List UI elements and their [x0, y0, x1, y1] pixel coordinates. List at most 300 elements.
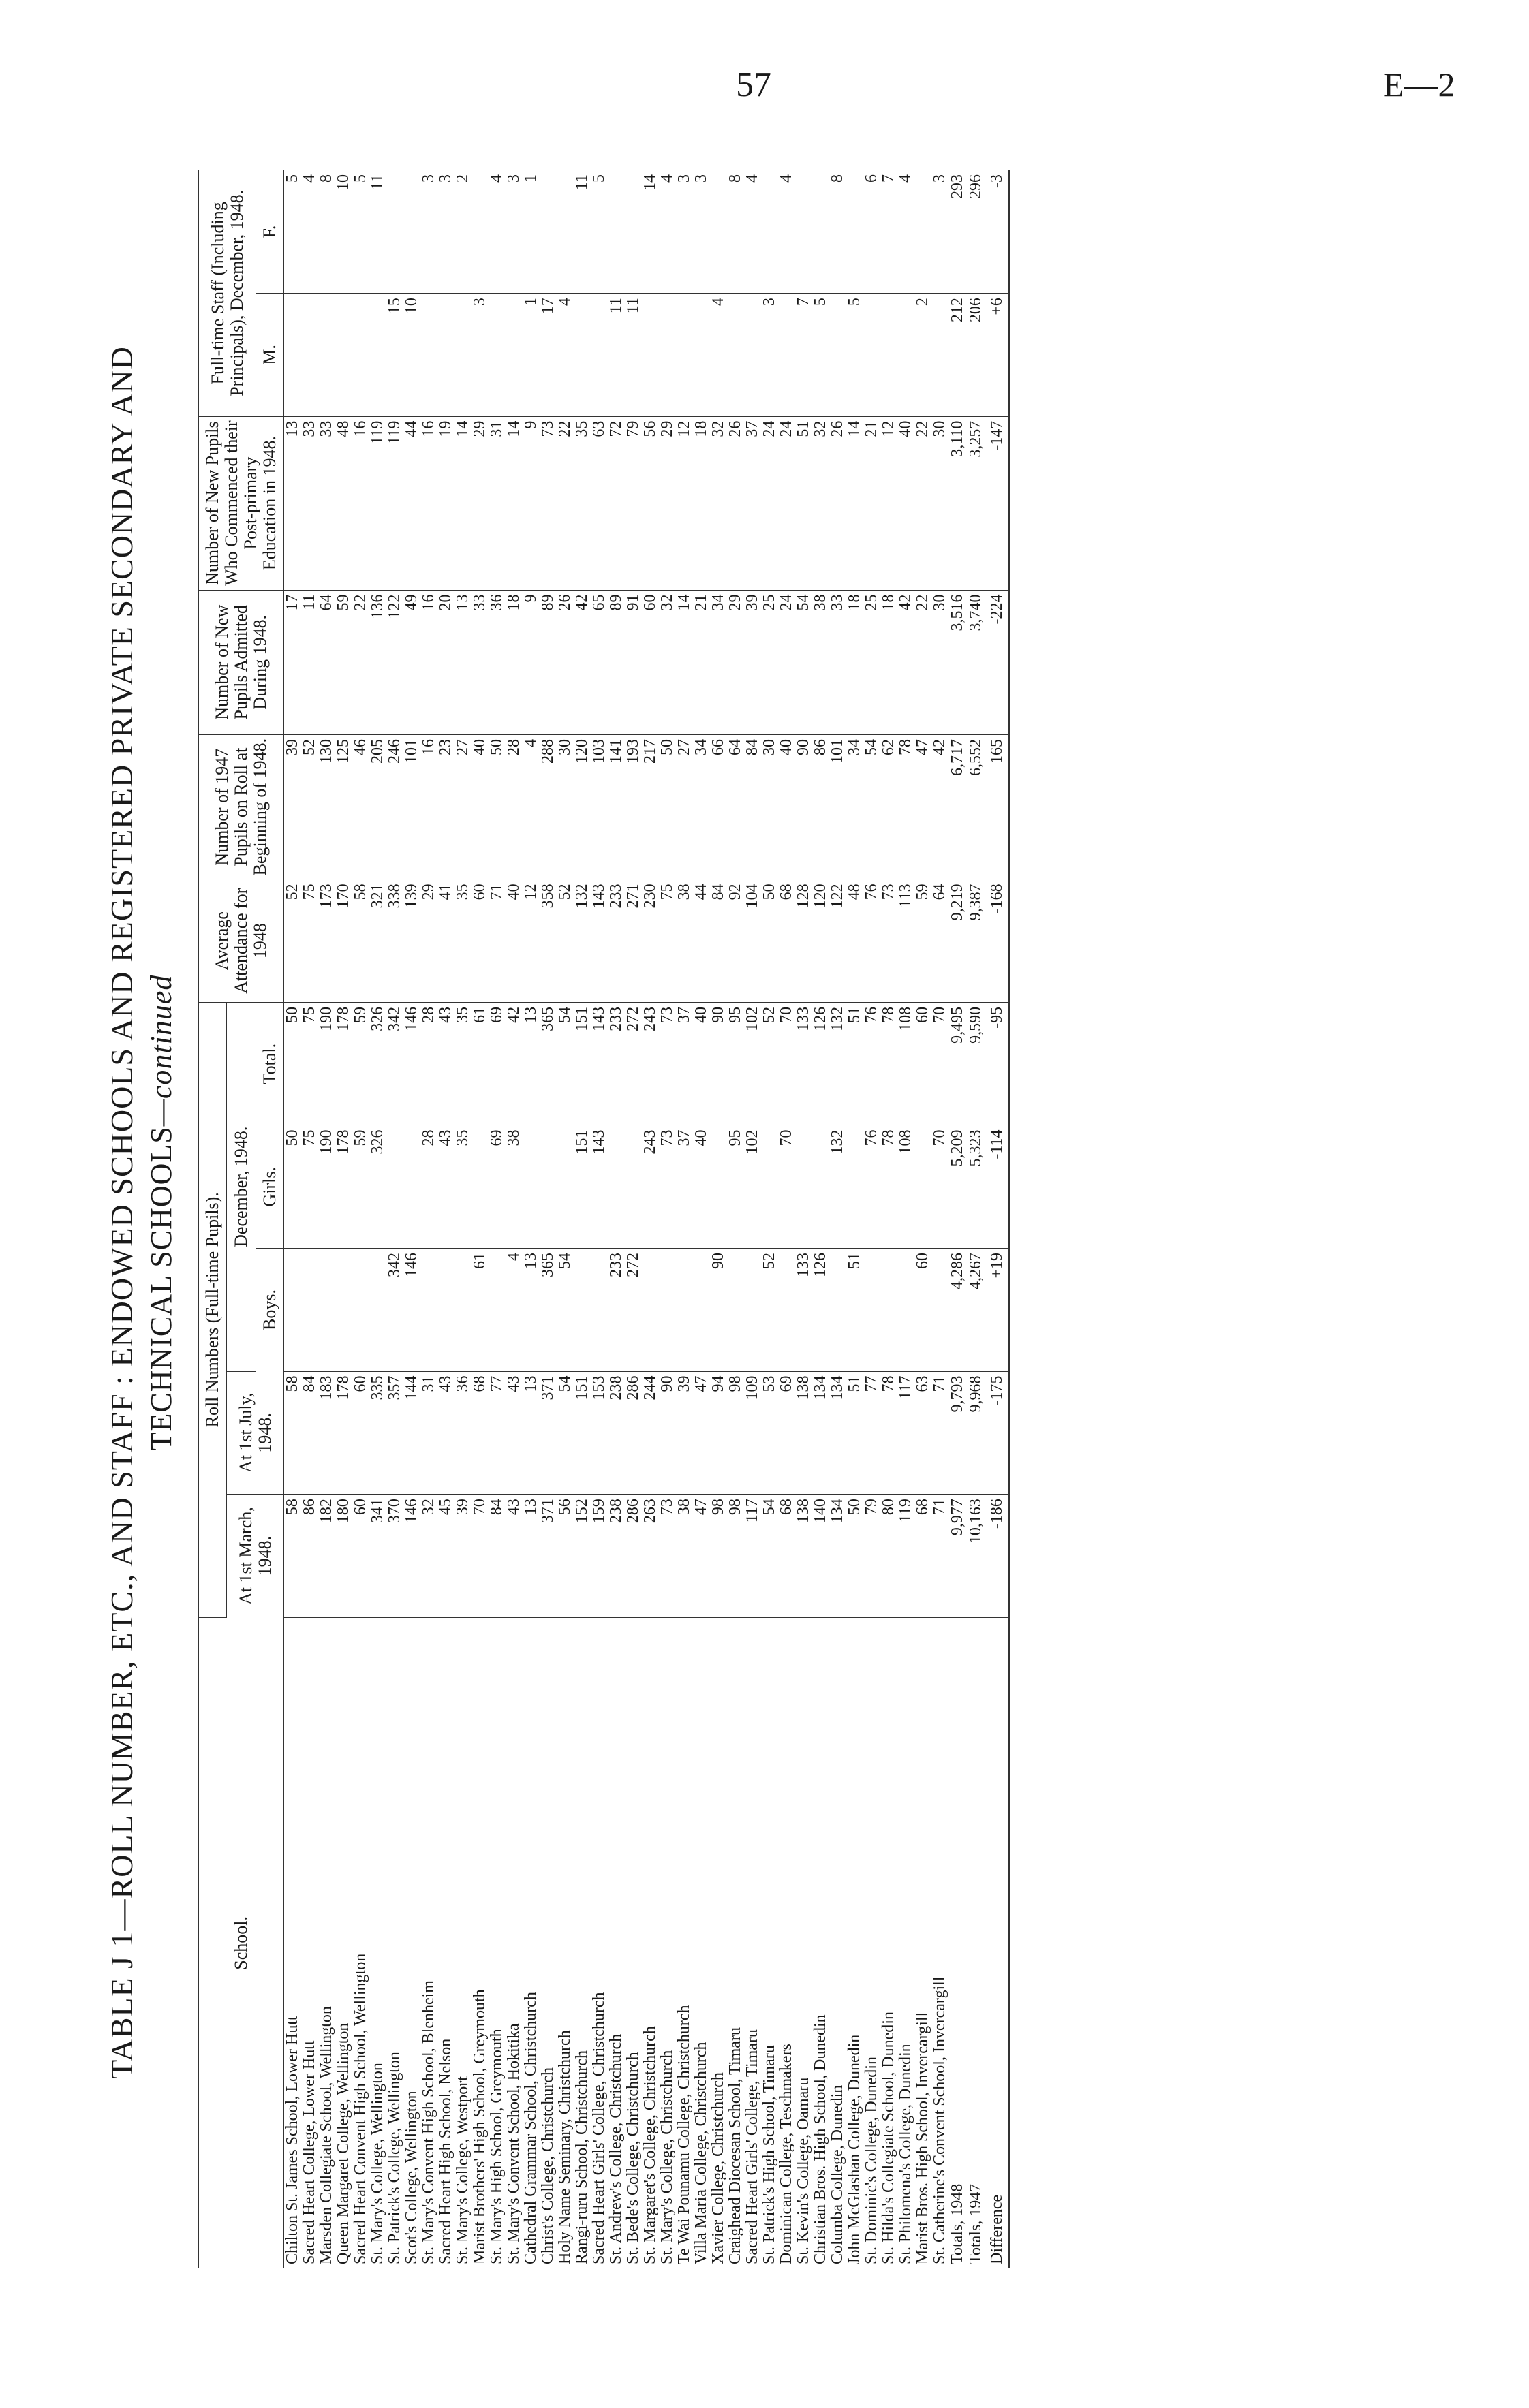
cell-july: 69 — [778, 1371, 795, 1495]
cell-girls: 95 — [727, 1125, 744, 1249]
cell-july: 94 — [710, 1371, 727, 1495]
cell-avg: 233 — [608, 879, 625, 1003]
cell-f: 4 — [897, 170, 914, 294]
cell-f: 8 — [727, 170, 744, 294]
table-row — [506, 170, 523, 2268]
cell-avg: 60 — [472, 879, 489, 1003]
cell-total: 9,590 — [967, 1002, 985, 1125]
cell-school: St. Hilda's Collegiate School, Dunedin — [880, 2012, 897, 2264]
cell-july: 63 — [914, 1371, 931, 1495]
cell-march: 182 — [318, 1495, 335, 1618]
cell-total: 28 — [420, 1002, 437, 1125]
cell-f: 4 — [659, 170, 676, 294]
cell-july: 51 — [846, 1371, 863, 1495]
cell-commenced: -147 — [985, 416, 1009, 590]
cell-march: 47 — [693, 1495, 710, 1618]
cell-total: 9,495 — [948, 1002, 967, 1125]
cell-p1947: 28 — [506, 734, 523, 879]
cell-total: 143 — [591, 1002, 608, 1125]
cell-school: Christ's College, Christchurch — [539, 2067, 557, 2264]
cell-total: 243 — [642, 1002, 659, 1125]
cell-commenced: 18 — [693, 416, 710, 590]
cell-girls: 5,209 — [948, 1125, 967, 1249]
cell-commenced: 35 — [574, 416, 591, 590]
cell-avg: 230 — [642, 879, 659, 1003]
cell-p1947: 52 — [301, 734, 318, 879]
cell-commenced: 22 — [914, 416, 931, 590]
cell-boys: 342 — [386, 1249, 403, 1372]
cell-avg: 41 — [437, 879, 454, 1003]
cell-f: 4 — [489, 170, 506, 294]
cell-avg: 338 — [386, 879, 403, 1003]
cell-p1947: 125 — [335, 734, 352, 879]
cell-avg: 143 — [591, 879, 608, 1003]
cell-commenced: 19 — [437, 416, 454, 590]
cell-m — [778, 294, 795, 417]
header-staff: Full-time Staff (Including Principals), December, 1948. — [198, 170, 256, 416]
cell-school: St. Patrick's College, Wellington — [386, 2052, 403, 2264]
cell-p1947: 34 — [693, 734, 710, 879]
cell-commenced: 13 — [284, 416, 302, 590]
cell-march: 140 — [812, 1495, 829, 1618]
cell-school: Te Wai Pounamu College, Christchurch — [675, 2005, 693, 2264]
table-row — [914, 170, 931, 2268]
cell-admitted: 18 — [846, 590, 863, 734]
page-number: 57 — [736, 65, 771, 104]
cell-admitted: 89 — [608, 590, 625, 734]
cell-total: 42 — [506, 1002, 523, 1125]
cell-f — [403, 170, 420, 294]
cell-march: 286 — [625, 1495, 642, 1618]
table-body — [284, 170, 1010, 2268]
cell-total: 40 — [693, 1002, 710, 1125]
cell-admitted: 30 — [931, 590, 948, 734]
cell-commenced: 32 — [812, 416, 829, 590]
table-row — [489, 170, 506, 2268]
cell-p1947: 62 — [880, 734, 897, 879]
table-row — [472, 170, 489, 2268]
cell-girls — [846, 1125, 863, 1249]
cell-girls: 78 — [880, 1125, 897, 1249]
table-row — [301, 170, 318, 2268]
cell-avg: 44 — [693, 879, 710, 1003]
header-girls: Girls. — [256, 1125, 284, 1249]
cell-admitted: 36 — [489, 590, 506, 734]
cell-commenced: 12 — [676, 416, 693, 590]
cell-m — [744, 294, 761, 417]
cell-p1947: 30 — [761, 734, 778, 879]
cell-admitted: 42 — [897, 590, 914, 734]
cell-july: 47 — [693, 1371, 710, 1495]
cell-girls: 37 — [676, 1125, 693, 1249]
cell-p1947: 39 — [284, 734, 302, 879]
cell-m: 3 — [761, 294, 778, 417]
cell-m — [489, 294, 506, 417]
cell-p1947: 130 — [318, 734, 335, 879]
cell-boys — [931, 1249, 948, 1372]
cell-admitted: 89 — [540, 590, 557, 734]
cell-march: 370 — [386, 1495, 403, 1618]
cell-march: 32 — [420, 1495, 437, 1618]
table-row — [591, 170, 608, 2268]
cell-july: 117 — [897, 1371, 914, 1495]
cell-girls — [557, 1125, 574, 1249]
cell-july: 39 — [676, 1371, 693, 1495]
cell-avg: 104 — [744, 879, 761, 1003]
cell-march: 58 — [284, 1495, 302, 1618]
page-reference: E—2 — [1383, 65, 1455, 104]
cell-boys: 51 — [846, 1249, 863, 1372]
cell-p1947: 246 — [386, 734, 403, 879]
cell-july: 84 — [301, 1371, 318, 1495]
cell-boys — [591, 1249, 608, 1372]
cell-f: 3 — [676, 170, 693, 294]
header-staff-m: M. — [256, 294, 284, 417]
subtitle-continued: —continued — [144, 974, 178, 1127]
header-school: School. — [198, 1617, 284, 2268]
cell-boys — [352, 1249, 369, 1372]
cell-p1947: 64 — [727, 734, 744, 879]
cell-total: 70 — [931, 1002, 948, 1125]
cell-p1947: 66 — [710, 734, 727, 879]
cell-commenced: 16 — [352, 416, 369, 590]
cell-admitted: 122 — [386, 590, 403, 734]
cell-march: 180 — [335, 1495, 352, 1618]
cell-school: St. Margaret's College, Christchurch — [641, 2026, 659, 2264]
cell-total: 51 — [846, 1002, 863, 1125]
cell-total: 178 — [335, 1002, 352, 1125]
cell-m — [318, 294, 335, 417]
cell-boys — [744, 1249, 761, 1372]
cell-m — [506, 294, 523, 417]
cell-boys — [880, 1249, 897, 1372]
cell-total: 35 — [454, 1002, 472, 1125]
table-row — [608, 170, 625, 2268]
cell-july: 77 — [489, 1371, 506, 1495]
cell-july: 134 — [812, 1371, 829, 1495]
cell-girls: 75 — [301, 1125, 318, 1249]
cell-p1947: 27 — [676, 734, 693, 879]
cell-total: 108 — [897, 1002, 914, 1125]
cell-m: 7 — [795, 294, 812, 417]
cell-avg: 84 — [710, 879, 727, 1003]
cell-avg: 48 — [846, 879, 863, 1003]
cell-girls: 59 — [352, 1125, 369, 1249]
cell-f: 8 — [829, 170, 846, 294]
table-row — [523, 170, 540, 2268]
cell-girls — [403, 1125, 420, 1249]
cell-march: 86 — [301, 1495, 318, 1618]
cell-avg: 58 — [352, 879, 369, 1003]
cell-m: 212 — [948, 294, 967, 417]
cell-boys: 13 — [523, 1249, 540, 1372]
cell-school: Holy Name Seminary, Christchurch — [556, 2030, 574, 2264]
table-row — [642, 170, 659, 2268]
cell-m: 206 — [967, 294, 985, 417]
cell-avg: 75 — [301, 879, 318, 1003]
cell-f — [914, 170, 931, 294]
table-row — [335, 170, 352, 2268]
cell-total: 54 — [557, 1002, 574, 1125]
cell-girls: 70 — [931, 1125, 948, 1249]
cell-total: 342 — [386, 1002, 403, 1125]
cell-girls: 70 — [778, 1125, 795, 1249]
cell-july: 153 — [591, 1371, 608, 1495]
cell-girls: 243 — [642, 1125, 659, 1249]
cell-march: 98 — [727, 1495, 744, 1618]
cell-p1947: 34 — [846, 734, 863, 879]
cell-m — [301, 294, 318, 417]
cell-girls: 178 — [335, 1125, 352, 1249]
cell-m: 4 — [557, 294, 574, 417]
cell-admitted: 13 — [454, 590, 472, 734]
cell-total: 61 — [472, 1002, 489, 1125]
cell-school: St. Bede's College, Christchurch — [624, 2052, 642, 2264]
cell-m — [863, 294, 880, 417]
cell-march: 263 — [642, 1495, 659, 1618]
cell-july: 357 — [386, 1371, 403, 1495]
cell-avg: -168 — [985, 879, 1009, 1003]
table-row — [880, 170, 897, 2268]
cell-m — [591, 294, 608, 417]
cell-avg: 76 — [863, 879, 880, 1003]
cell-avg: 173 — [318, 879, 335, 1003]
cell-commenced: 37 — [744, 416, 761, 590]
cell-p1947: 47 — [914, 734, 931, 879]
cell-boys: 272 — [625, 1249, 642, 1372]
table-row — [761, 170, 778, 2268]
cell-girls — [625, 1125, 642, 1249]
header-december: December, 1948. — [227, 1002, 256, 1371]
cell-m — [727, 294, 744, 417]
cell-p1947: 40 — [472, 734, 489, 879]
cell-total: 69 — [489, 1002, 506, 1125]
cell-avg: 120 — [812, 879, 829, 1003]
cell-march: 43 — [506, 1495, 523, 1618]
cell-admitted: 3,740 — [967, 590, 985, 734]
table-row — [625, 170, 642, 2268]
cell-commenced: 32 — [710, 416, 727, 590]
cell-f: 5 — [591, 170, 608, 294]
cell-commenced: 63 — [591, 416, 608, 590]
cell-f: 7 — [880, 170, 897, 294]
cell-commenced: 48 — [335, 416, 352, 590]
table-row — [659, 170, 676, 2268]
cell-total: 272 — [625, 1002, 642, 1125]
cell-school: St. Mary's Convent School, Hokitika — [505, 2023, 523, 2264]
cell-total: 59 — [352, 1002, 369, 1125]
cell-f: 14 — [642, 170, 659, 294]
cell-march: 134 — [829, 1495, 846, 1618]
cell-july: 371 — [540, 1371, 557, 1495]
cell-commenced: 72 — [608, 416, 625, 590]
cell-f: 10 — [335, 170, 352, 294]
cell-m: 11 — [608, 294, 625, 417]
cell-boys: 146 — [403, 1249, 420, 1372]
cell-boys: 233 — [608, 1249, 625, 1372]
cell-march: 341 — [369, 1495, 386, 1618]
cell-total: 13 — [523, 1002, 540, 1125]
cell-girls — [812, 1125, 829, 1249]
cell-girls: 28 — [420, 1125, 437, 1249]
cell-f: 11 — [369, 170, 386, 294]
cell-f — [625, 170, 642, 294]
header-new-admitted: Number of New Pupils Admitted During 1948. — [198, 590, 284, 734]
cell-march: 238 — [608, 1495, 625, 1618]
cell-commenced: 119 — [369, 416, 386, 590]
cell-p1947: 217 — [642, 734, 659, 879]
cell-avg: 38 — [676, 879, 693, 1003]
cell-march: 60 — [352, 1495, 369, 1618]
cell-avg: 113 — [897, 879, 914, 1003]
cell-m — [931, 294, 948, 417]
cell-july: 183 — [318, 1371, 335, 1495]
cell-f — [846, 170, 863, 294]
cell-m: 17 — [540, 294, 557, 417]
cell-march: 38 — [676, 1495, 693, 1618]
cell-boys: 126 — [812, 1249, 829, 1372]
cell-commenced: 9 — [523, 416, 540, 590]
cell-boys — [778, 1249, 795, 1372]
cell-girls — [795, 1125, 812, 1249]
table-row — [403, 170, 420, 2268]
cell-admitted: 54 — [795, 590, 812, 734]
cell-girls: 108 — [897, 1125, 914, 1249]
cell-admitted: 25 — [863, 590, 880, 734]
cell-school: Chilton St. James School, Lower Hutt — [283, 2016, 301, 2264]
cell-admitted: 91 — [625, 590, 642, 734]
cell-commenced: 73 — [540, 416, 557, 590]
cell-school: Dominican College, Teschmakers — [777, 2044, 795, 2264]
roll-number-table — [198, 170, 1010, 2268]
header-boys: Boys. — [256, 1249, 284, 1372]
cell-girls: -114 — [985, 1125, 1009, 1249]
cell-july: 98 — [727, 1371, 744, 1495]
cell-p1947: 54 — [863, 734, 880, 879]
cell-girls: 102 — [744, 1125, 761, 1249]
cell-avg: 52 — [284, 879, 302, 1003]
cell-f: 3 — [693, 170, 710, 294]
cell-f: 3 — [506, 170, 523, 294]
cell-admitted: 22 — [914, 590, 931, 734]
cell-march: 80 — [880, 1495, 897, 1618]
cell-girls — [914, 1125, 931, 1249]
cell-boys: 54 — [557, 1249, 574, 1372]
cell-admitted: 29 — [727, 590, 744, 734]
cell-boys — [659, 1249, 676, 1372]
cell-school: St. Mary's Convent High School, Blenheim — [420, 1980, 437, 2264]
cell-girls: 35 — [454, 1125, 472, 1249]
cell-total: 75 — [301, 1002, 318, 1125]
cell-admitted: 11 — [301, 590, 318, 734]
cell-admitted: 17 — [284, 590, 302, 734]
cell-girls: 76 — [863, 1125, 880, 1249]
cell-july: 9,793 — [948, 1371, 967, 1495]
cell-school: St. Andrew's College, Christchurch — [607, 2033, 625, 2264]
cell-avg: 68 — [778, 879, 795, 1003]
table-row — [540, 170, 557, 2268]
table-row — [931, 170, 948, 2268]
cell-boys: 4 — [506, 1249, 523, 1372]
cell-m: 1 — [523, 294, 540, 417]
cell-girls: 69 — [489, 1125, 506, 1249]
cell-total: 132 — [829, 1002, 846, 1125]
cell-commenced: 30 — [931, 416, 948, 590]
cell-p1947: 165 — [985, 734, 1009, 879]
cell-admitted: 22 — [352, 590, 369, 734]
cell-admitted: 16 — [420, 590, 437, 734]
cell-march: 98 — [710, 1495, 727, 1618]
cell-boys — [489, 1249, 506, 1372]
cell-school: St. Patrick's High School, Timaru — [760, 2045, 778, 2264]
cell-p1947: 101 — [403, 734, 420, 879]
cell-july: 138 — [795, 1371, 812, 1495]
cell-avg: 50 — [761, 879, 778, 1003]
cell-commenced: 31 — [489, 416, 506, 590]
cell-commenced: 44 — [403, 416, 420, 590]
cell-july: 54 — [557, 1371, 574, 1495]
cell-f: 11 — [574, 170, 591, 294]
cell-m — [659, 294, 676, 417]
cell-m: 3 — [472, 294, 489, 417]
cell-girls — [523, 1125, 540, 1249]
cell-avg: 128 — [795, 879, 812, 1003]
cell-f: 5 — [284, 170, 302, 294]
cell-avg: 170 — [335, 879, 352, 1003]
table-row — [778, 170, 795, 2268]
cell-commenced: 26 — [829, 416, 846, 590]
cell-commenced: 24 — [778, 416, 795, 590]
cell-avg: 73 — [880, 879, 897, 1003]
cell-p1947: 84 — [744, 734, 761, 879]
cell-admitted: 39 — [744, 590, 761, 734]
cell-school: Cathedral Grammar School, Christchurch — [522, 1992, 540, 2264]
cell-school: St. Philomena's College, Dunedin — [897, 2044, 914, 2264]
table-row — [574, 170, 591, 2268]
header-at-july: At 1st July, 1948. — [227, 1371, 284, 1495]
cell-m — [369, 294, 386, 417]
cell-july: 134 — [829, 1371, 846, 1495]
cell-school: St. Kevin's College, Oamaru — [794, 2077, 812, 2264]
cell-boys — [420, 1249, 437, 1372]
cell-total: 37 — [676, 1002, 693, 1125]
cell-commenced: 3,257 — [967, 416, 985, 590]
cell-girls: 151 — [574, 1125, 591, 1249]
cell-july: 60 — [352, 1371, 369, 1495]
table-row — [318, 170, 335, 2268]
cell-f — [557, 170, 574, 294]
cell-boys — [693, 1249, 710, 1372]
cell-boys — [454, 1249, 472, 1372]
cell-total: 78 — [880, 1002, 897, 1125]
cell-school: Marsden Collegiate School, Wellington — [318, 2006, 335, 2264]
cell-school: Sacred Heart Convent High School, Wellington — [352, 1953, 369, 2264]
cell-total: 126 — [812, 1002, 829, 1125]
cell-boys — [897, 1249, 914, 1372]
cell-m — [437, 294, 454, 417]
cell-m: 11 — [625, 294, 642, 417]
header-staff-f: F. — [256, 170, 284, 294]
table-row — [420, 170, 437, 2268]
cell-m — [284, 294, 302, 417]
cell-f: 2 — [454, 170, 472, 294]
table-row — [676, 170, 693, 2268]
cell-commenced: 14 — [454, 416, 472, 590]
cell-f: 5 — [352, 170, 369, 294]
cell-m: +6 — [985, 294, 1009, 417]
cell-girls — [386, 1125, 403, 1249]
cell-march: 152 — [574, 1495, 591, 1618]
